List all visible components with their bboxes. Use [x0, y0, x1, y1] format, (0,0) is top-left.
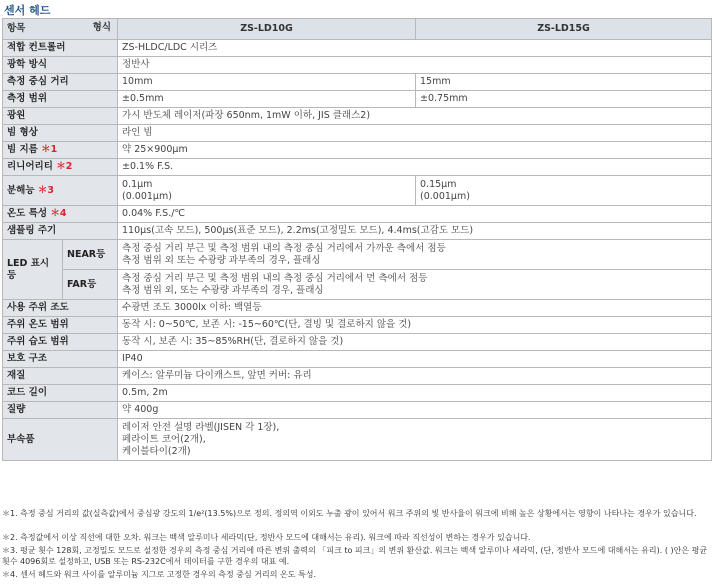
row-value: 0.04% F.S./℃ [118, 206, 712, 223]
row-label-text: 온도 특성 [7, 208, 48, 219]
row-label-text: 분해능 [7, 184, 35, 196]
row-value: 약 25×900μm [118, 142, 712, 159]
row-label-led: LED 표시등 [3, 240, 63, 300]
table-row [3, 385, 712, 402]
row-label [3, 159, 118, 176]
table-row [3, 40, 712, 57]
footnote-1: ＊1. 측정 중심 거리의 값(실측값)에서 중심광 강도의 1/e²(13.5%)으로 정의. 정의역 이외도 누출 광이 있어서 워크 주위의 빛 반사율이 워크에 비해 높은 상황에서는 영향이 나타나는 경우가 있습니다. [2, 509, 697, 518]
row-sublabel-near: NEAR등 [63, 240, 118, 270]
table-row [3, 223, 712, 240]
header-item-label: 항목 [7, 23, 26, 34]
row-value-model-2: 0.15μm (0.001μm) [416, 176, 712, 206]
table-row [3, 142, 712, 159]
footnote-mark: ＊1 [41, 144, 58, 155]
row-label: 측정 범위 [3, 91, 118, 108]
table-row [3, 176, 712, 206]
table-row [3, 91, 712, 108]
footnote-3: ＊3. 평균 횟수 128회, 고정밀도 모드로 설정한 경우의 측정 중심 거리에 따른 변위 출력의 「피크 to 피크」의 변위 환산값. 워크는 백색 알루미나 세라믹, (단, 정반사 모드에 대해서는 유리). ( )안은 평균 횟수 4096회로 설정하고, USB 또는 RS-232C에서 데이터를 구한 경우의 대표 예. [2, 546, 708, 566]
table-row [3, 125, 712, 142]
footnote-mark: ＊3 [37, 184, 54, 196]
table-row [3, 108, 712, 125]
row-label: 측정 중심 거리 [3, 74, 118, 91]
table-row [3, 57, 712, 74]
row-label: 부속품 [3, 419, 118, 461]
row-value: 가시 반도체 레이저(파장 650nm, 1mW 이하, JIS 클래스2) [118, 108, 712, 125]
row-value: 동작 시: 0~50℃, 보존 시: -15~60℃(단, 결빙 및 결로하지 않을 것) [118, 317, 712, 334]
table-header-row [3, 19, 712, 40]
row-value: 케이스: 알루미늄 다이캐스트, 앞면 커버: 유리 [118, 368, 712, 385]
table-row [3, 206, 712, 223]
table-row [3, 300, 712, 317]
table-row [3, 159, 712, 176]
row-value: 정반사 [118, 57, 712, 74]
row-label: 광학 방식 [3, 57, 118, 74]
row-value: 110μs(고속 모드), 500μs(표준 모드), 2.2ms(고정밀도 모드), 4.4ms(고감도 모드) [118, 223, 712, 240]
table-row [3, 317, 712, 334]
row-value: IP40 [118, 351, 712, 368]
header-item [3, 19, 118, 40]
row-label-text: 빔 지름 [7, 144, 38, 155]
row-label: 적합 컨트롤러 [3, 40, 118, 57]
row-label: 샘플링 주기 [3, 223, 118, 240]
footnote-mark: ＊4 [50, 208, 67, 219]
footnote-mark: ＊2 [56, 161, 73, 172]
row-label [3, 142, 118, 159]
row-value: 라인 빔 [118, 125, 712, 142]
row-sublabel-far: FAR등 [63, 270, 118, 300]
spec-table [2, 18, 712, 461]
row-value-model-1: 10mm [118, 74, 416, 91]
table-row [3, 74, 712, 91]
row-label: 광원 [3, 108, 118, 125]
row-label: 코드 길이 [3, 385, 118, 402]
row-label [3, 176, 118, 206]
table-row [3, 270, 712, 300]
row-value: 약 400g [118, 402, 712, 419]
row-value-model-1: 0.1μm (0.001μm) [118, 176, 416, 206]
row-value-model-1: ±0.5mm [118, 91, 416, 108]
section-title: 센서 헤드 [4, 4, 51, 17]
row-value-far: 측정 중심 거리 부근 및 측정 범위 내의 측정 중심 거리에서 먼 측에서 점등 측정 범위 외, 또는 수광량 과부족의 경우, 플래싱 [118, 270, 712, 300]
row-value: ZS-HLDC/LDC 시리즈 [118, 40, 712, 57]
table-row [3, 368, 712, 385]
table-row [3, 240, 712, 270]
table-row [3, 402, 712, 419]
header-model-2: ZS-LD15G [416, 19, 712, 40]
row-label: 보호 구조 [3, 351, 118, 368]
row-value: 레이저 안전 설명 라벨(JISEN 각 1장), 페라이트 코어(2개), 케이블타이(2개) [118, 419, 712, 461]
row-value: 0.5m, 2m [118, 385, 712, 402]
row-value: 수광면 조도 3000lx 이하: 백열등 [118, 300, 712, 317]
row-label: 주위 습도 범위 [3, 334, 118, 351]
row-value-model-2: 15mm [416, 74, 712, 91]
row-value: 동작 시, 보존 시: 35~85%RH(단, 결로하지 않을 것) [118, 334, 712, 351]
row-label: 재질 [3, 368, 118, 385]
row-value: ±0.1% F.S. [118, 159, 712, 176]
footnote-4: ＊4. 센서 헤드와 워크 사이를 알루미늄 지그로 고정한 경우의 측정 중심 거리의 온도 특성. [2, 570, 316, 579]
header-type-label: 형식 [92, 22, 112, 33]
row-label: 주위 온도 범위 [3, 317, 118, 334]
row-label: 질량 [3, 402, 118, 419]
header-model-1: ZS-LD10G [118, 19, 416, 40]
table-row [3, 334, 712, 351]
row-label: 사용 주위 조도 [3, 300, 118, 317]
row-label: 빔 형상 [3, 125, 118, 142]
row-value-model-2: ±0.75mm [416, 91, 712, 108]
footnote-2: ＊2. 측정값에서 이상 직선에 대한 오차. 워크는 백색 알루미나 세라믹(단, 정반사 모드에 대해서는 유리). 워크에 따라 직선성이 변하는 경우가 있습니다. [2, 533, 531, 542]
table-row [3, 419, 712, 461]
row-value-near: 측정 중심 거리 부근 및 측정 범위 내의 측정 중심 거리에서 가까운 측에서 점등 측정 범위 외 또는 수광량 과부족의 경우, 플래싱 [118, 240, 712, 270]
row-label-text: 리니어리티 [7, 161, 53, 172]
table-row [3, 351, 712, 368]
row-label [3, 206, 118, 223]
